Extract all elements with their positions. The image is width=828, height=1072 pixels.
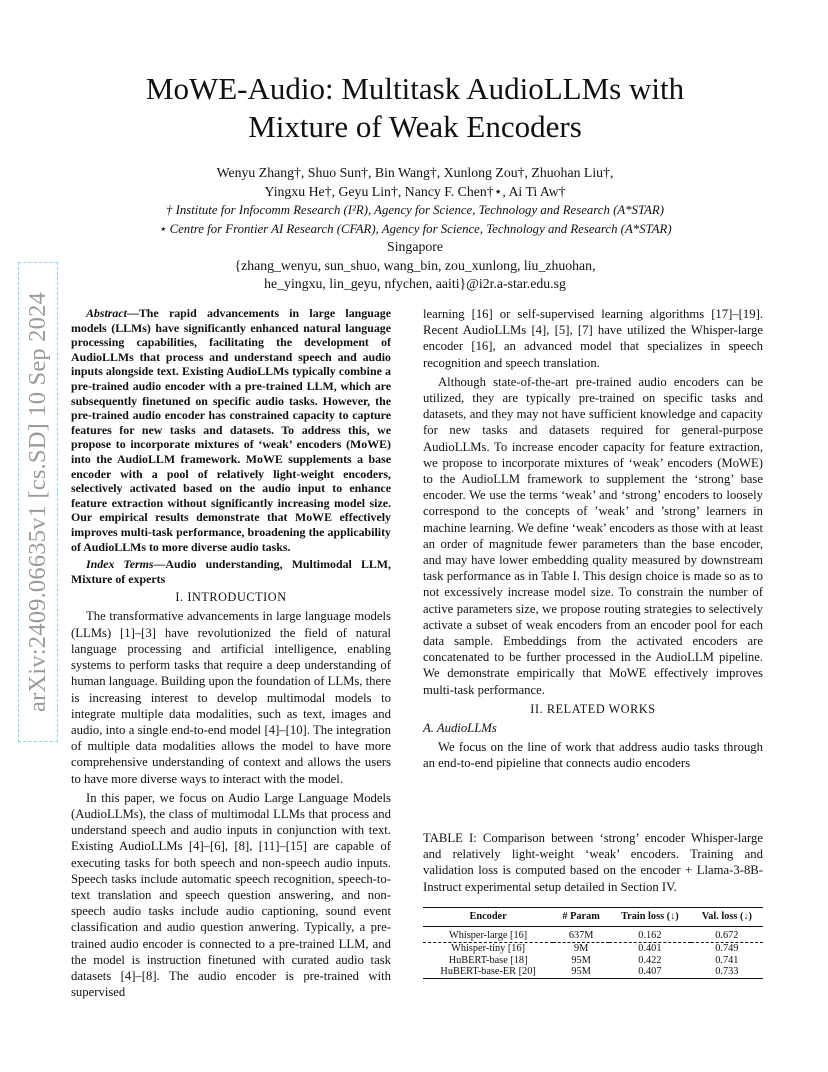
table-row <box>423 943 763 955</box>
right-column <box>423 306 763 775</box>
intro-paragraph-1: The transformative advancements in large language models (LLMs) [1]–[3] have revolutionized the field of natural language processing and artificial intelligence, enabling systems to perform tasks that require a deep understanding of human language. Building upon the foundation of LLMs, there is increasing interest to develop multimodal models to integrate multiple data modalities, such as text, images and audio, into a single end-to-end model [4]–[10]. The integration of multiple data modalities allows the model to have more comprehensive understanding of context and allows the users to have more diverse ways to interact with the model. <box>71 609 391 786</box>
header-encoder: Encoder <box>423 908 553 927</box>
author-list-line-2: Yingxu He†, Geyu Lin†, Nancy F. Chen†⋆, Ai Ti Aw† <box>264 183 566 199</box>
table-caption: TABLE I: Comparison between ‘strong’ encoder Whisper-large and relatively light-weight ‘weak’ encoders. Training and validation loss is computed based on the encoder + Llama-3-8B-Instruct experimental setup detailed in Section IV. <box>423 831 763 894</box>
subsection-heading-audiollms: A. AudioLLMs <box>423 721 497 736</box>
table-row <box>423 966 763 978</box>
cell-val-loss: 0.733 <box>691 966 763 978</box>
table-row <box>423 926 763 943</box>
cell-val-loss: 0.749 <box>715 943 739 954</box>
related-works-paragraph-1: We focus on the line of work that address audio tasks through an end-to-end pipieline that connects audio encoders <box>423 740 763 771</box>
intro-paragraph-2: In this paper, we focus on Audio Large Language Models (AudioLLMs), the class of multimodal LLMs that process and understand speech and audio inputs in conjunction with text. Existing AudioLLMs [4]–[6], [8], [11]–[15] are capable of executing tasks for both speech and non-speech audio inputs. Speech tasks include automatic speech recognition, speech-to-text translation and speech question answering, and non-speech audio tasks include audio captioning, sound event classification and audio question anwering. Typically, a pre-trained audio encoder is connected to a pre-trained LLM, and the model is instruction finetuned with curated audio task datasets [4]–[8]. The audio encoder is pre-trained with supervised <box>71 790 391 1000</box>
emails-line-2: he_yingxu, lin_geyu, nfychen, aaiti}@i2r.a-star.edu.sg <box>264 276 566 291</box>
cell-val-loss: 0.741 <box>715 954 739 966</box>
encoder-comparison-table <box>423 907 763 979</box>
cell-encoder: Whisper-large [16] <box>423 926 553 943</box>
left-column <box>71 306 391 1003</box>
affiliation-1: † Institute for Infocomm Research (I²R), Agency for Science, Technology and Research (A*STAR) <box>165 203 665 217</box>
abstract-label: Abstract <box>86 306 127 320</box>
table-row <box>423 955 763 967</box>
cell-train-loss: 0.407 <box>609 966 691 978</box>
cell-train-loss: 0.162 <box>609 926 691 943</box>
section-heading-introduction: I. INTRODUCTION <box>175 590 287 605</box>
cell-param: 637M <box>553 926 609 943</box>
paper-title: MoWE-Audio: Multitask AudioLLMs with Mixture of Weak Encoders <box>145 71 685 144</box>
abstract <box>71 306 391 554</box>
intro-paragraph-3: Although state-of-the-art pre-trained audio encoders can be utilized, they are typically pre-trained on specific tasks and datasets, and they may not have sufficient knowledge and capacity for new tasks and datasets required for general-purpose AudioLLMs. To increase encoder capacity for feature extraction, we propose to incorporate mixtures of ‘weak’ encoders (MoWE) to the AudioLLM framework to supplement the ‘strong’ base encoder. We use the terms ‘weak’ and ‘strong’ encoders to loosely correspond to the concepts of ’weak’ and ’strong’ learners in machine learning. We define ‘weak’ encoders as those with at least an order of magnitude fewer parameters than the base encoder, and may have lower embedding quality measured by downstream task performance as in Table I. This design choice is made so as to not excessively increase model size. To constrain the number of active parameters size, we propose routing strategies to selectively activate a subset of weak encoders from an encoder pool for each data sample. Embeddings from the activated encoders are concatenated to be further processed in the AudioLLM pipeline. We demonstrate empirically that MoWE effectively improves multi-task performance. <box>423 374 763 697</box>
cell-val-loss: 0.672 <box>691 926 763 943</box>
table-header-row <box>423 908 763 927</box>
intro-paragraph-2-continued: learning [16] or self-supervised learning algorithms [17]–[19]. Recent AudioLLMs [4], [5], [7] have utilized the Whisper-large encoder [16], an advanced model that specializes in speech recognition and speech translation. <box>423 307 763 370</box>
cell-param: 95M <box>571 954 591 966</box>
header-param: # Param <box>553 908 609 927</box>
header-train-loss: Train loss (↓) <box>609 908 691 927</box>
cell-encoder: HuBERT-base [18] <box>448 954 528 966</box>
section-heading-related-works: II. RELATED WORKS <box>530 701 656 716</box>
cell-encoder: HuBERT-base-ER [20] <box>423 966 553 978</box>
cell-train-loss: 0.422 <box>638 954 662 966</box>
header-val-loss: Val. loss (↓) <box>691 908 763 927</box>
cell-encoder: Whisper-tiny [16] <box>451 943 526 954</box>
index-terms <box>71 557 391 586</box>
affiliation-2: ⋆ Centre for Frontier AI Research (CFAR), Agency for Science, Technology and Research (A*STAR) <box>158 221 672 236</box>
cell-param: 9M <box>573 943 589 954</box>
index-terms-text: —Audio understanding, Multimodal LLM, Mixture of experts <box>71 557 391 586</box>
location: Singapore <box>387 239 443 254</box>
emails-line-1: {zhang_wenyu, sun_shuo, wang_bin, zou_xunlong, liu_zhuohan, <box>234 257 596 273</box>
cell-param: 95M <box>553 966 609 978</box>
cell-train-loss: 0.401 <box>638 943 662 954</box>
author-block <box>100 164 730 294</box>
author-list-line-1: Wenyu Zhang†, Shuo Sun†, Bin Wang†, Xunlong Zou†, Zhuohan Liu†, <box>216 165 614 180</box>
arxiv-identifier-stamp[interactable]: arXiv:2409.06635v1 [cs.SD] 10 Sep 2024 <box>18 262 58 742</box>
index-terms-label: Index Terms <box>86 557 154 572</box>
abstract-text: —The rapid advancements in large language models (LLMs) have significantly enhanced natural language processing capabilities, facilitating the development of AudioLLMs that process and understand speech and audio inputs alongside text. Existing AudioLLMs typically combine a pre-trained audio encoder with a pre-trained LLM, which are subsequently finetuned on specific audio tasks. However, the pre-trained audio encoder has constrained capacity to capture features for new tasks and datasets. To address this, we propose to incorporate mixtures of ‘weak’ encoders (MoWE) into the AudioLLM framework. MoWE supplements a base encoder with a pool of relatively light-weight encoders, selectively activated based on the audio input to enhance feature extraction without significantly increasing model size. Our empirical results demonstrate that MoWE effectively improves multi-task performance, broadening the applicability of AudioLLMs to more diverse audio tasks. <box>71 306 391 554</box>
